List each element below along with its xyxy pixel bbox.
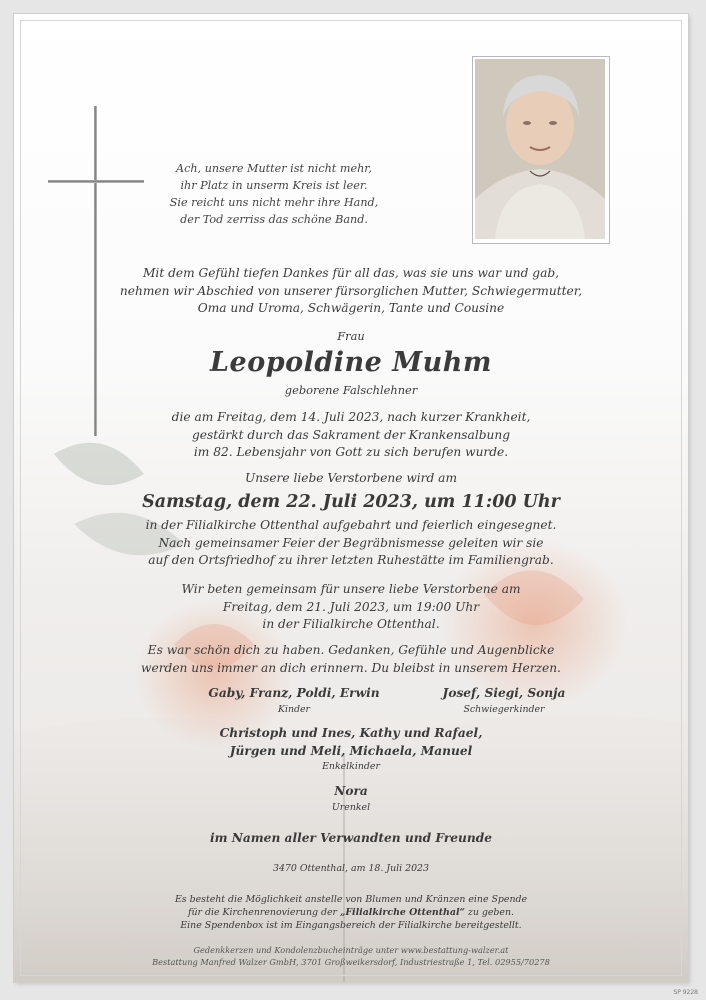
relatives-line: im Namen aller Verwandten und Freunde (209, 831, 492, 845)
funeral-details-line: auf den Ortsfriedhof zu ihrer letzten Ruhestätte im Familiengrab. (148, 553, 554, 567)
greatgrand-names: Nora (334, 784, 368, 798)
poem (154, 160, 394, 228)
cross-icon-bar (48, 180, 144, 183)
intro-line: Mit dem Gefühl tiefen Dankes für all das, was sie uns war und gab, (142, 266, 560, 280)
cross-icon (94, 106, 97, 436)
grandchildren-names: Jürgen und Meli, Michaela, Manuel (229, 743, 473, 758)
prayer-line: in der Filialkirche Ottenthal. (262, 617, 440, 631)
donation-church: „Filialkirche Ottenthal“ (340, 907, 465, 918)
death-info-line: im 82. Lebensjahr von Gott zu sich berufen wurde. (193, 445, 509, 459)
death-info-line: die am Freitag, dem 14. Juli 2023, nach kurzer Krankheit, (171, 410, 531, 424)
salutation: Frau (337, 329, 365, 343)
prayer-line: Wir beten gemeinsam für unsere liebe Verstorbene am (181, 582, 521, 596)
children-label: Kinder (277, 703, 311, 715)
donation-note (101, 893, 601, 932)
grandchildren-block (101, 725, 601, 773)
greatgrand-block (101, 783, 601, 814)
place-date: 3470 Ottenthal, am 18. Juli 2023 (273, 863, 429, 874)
footer-line: Gedenkkerzen und Kondolenzbucheinträge unter www.bestattung-walzer.at (193, 945, 509, 955)
grandchildren-names: Christoph und Ines, Kathy und Rafael, (219, 726, 483, 740)
death-info (101, 409, 601, 462)
inlaws-block (414, 685, 594, 716)
deceased-name: Leopoldine Muhm (210, 347, 492, 378)
document-code: SP 9228 (673, 989, 698, 996)
donation-text: zu geben. (464, 907, 514, 918)
footer (101, 944, 601, 968)
funeral-details (101, 517, 601, 570)
birth-name: geborene Falschlehner (284, 383, 418, 397)
portrait-photo (472, 56, 610, 244)
poem-line: der Tod zerriss das schöne Band. (180, 213, 368, 226)
donation-line: Eine Spendenbox ist im Eingangsbereich der Filialkirche bereitgestellt. (180, 920, 522, 931)
obituary-card (14, 14, 688, 982)
funeral-details-line: in der Filialkirche Ottenthal aufgebahrt und feierlich eingesegnet. (145, 518, 557, 532)
funeral-intro: Unsere liebe Verstorbene wird am (244, 471, 458, 485)
intro-line: nehmen wir Abschied von unserer fürsorglichen Mutter, Schwiegermutter, (119, 283, 583, 298)
poem-line: ihr Platz in unserm Kreis ist leer. (180, 179, 368, 192)
funeral-date: Samstag, dem 22. Juli 2023, um 11:00 Uhr (142, 492, 560, 512)
farewell-line: Es war schön dich zu haben. Gedanken, Gefühle und Augenblicke (147, 643, 555, 657)
greatgrand-label: Urenkel (331, 801, 371, 813)
farewell-line: werden uns immer an dich erinnern. Du bleibst in unserem Herzen. (141, 660, 561, 675)
farewell (101, 642, 601, 677)
intro-line: Oma und Uroma, Schwägerin, Tante und Cousine (197, 301, 505, 315)
children-names: Gaby, Franz, Poldi, Erwin (208, 686, 380, 700)
inlaws-names: Josef, Siegi, Sonja (442, 686, 566, 700)
poem-line: Sie reicht uns nicht mehr ihre Hand, (169, 196, 379, 209)
poem-line: Ach, unsere Mutter ist nicht mehr, (176, 162, 372, 175)
donation-line (101, 906, 601, 919)
grandchildren-label: Enkelkinder (322, 761, 380, 772)
death-info-line: gestärkt durch das Sakrament der Krankensalbung (191, 427, 511, 442)
intro-text (101, 265, 601, 318)
prayer-info (101, 581, 601, 634)
children-block (184, 685, 404, 716)
donation-text: für die Kirchenrenovierung der (188, 907, 340, 918)
prayer-line: Freitag, dem 21. Juli 2023, um 19:00 Uhr (222, 599, 480, 614)
footer-line: Bestattung Manfred Walzer GmbH, 3701 Großweikersdorf, Industriestraße 1, Tel. 02955/70278 (152, 957, 550, 967)
donation-line: Es besteht die Möglichkeit anstelle von Blumen und Kränzen eine Spende (174, 894, 528, 905)
funeral-details-line: Nach gemeinsamer Feier der Begräbnismesse geleiten wir sie (158, 535, 544, 550)
inlaws-label: Schwiegerkinder (463, 703, 545, 715)
